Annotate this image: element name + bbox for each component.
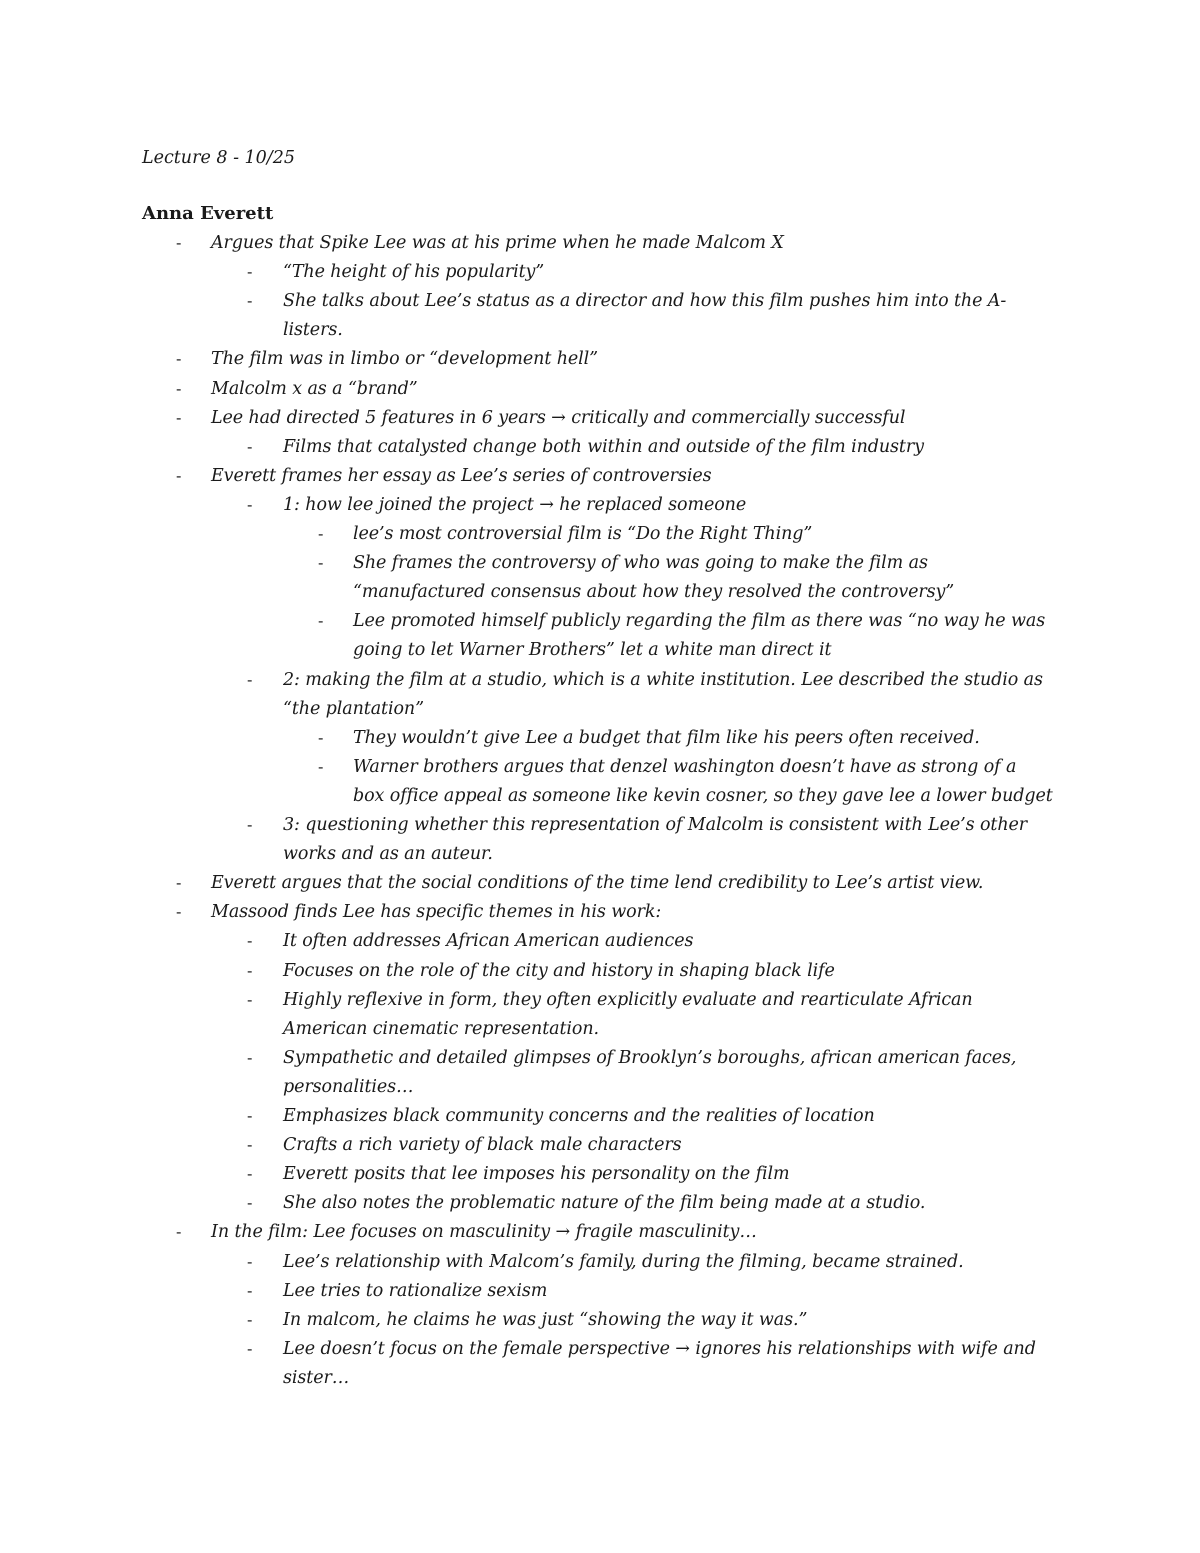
bullet-dash: - (176, 233, 182, 252)
bullet-dash: - (176, 378, 182, 398)
note-line: Argues that Spike Lee was at his prime when he made Malcom X (211, 233, 784, 253)
note-line: 3: questioning whether this representation of Malcolm is consistent with Lee’s other (283, 815, 1028, 835)
bullet-dash: - (176, 902, 182, 922)
bullet-dash: - (176, 349, 182, 369)
bullet-dash: - (247, 1047, 253, 1067)
note-line: Films that catalysted change both within and outside of the film industry (283, 436, 924, 457)
note-line: Crafts a rich variety of black male characters (283, 1135, 682, 1156)
note-line: Malcolm x as a “brand” (211, 378, 418, 399)
note-line: going to let Warner Brothers” let a white man direct it (353, 640, 832, 661)
note-line: Emphasizes black community concerns and the realities of location (283, 1106, 875, 1126)
bullet-dash: - (176, 1222, 182, 1242)
bullet-dash: - (247, 815, 253, 834)
section-heading: Anna Everett (142, 203, 274, 224)
bullet-dash: - (247, 262, 253, 282)
note-line: In the film: Lee focuses on masculinity → fragile masculinity… (211, 1222, 757, 1243)
note-line: Lee had directed 5 features in 6 years → critically and commercially successful (211, 407, 906, 428)
bullet-dash: - (247, 1309, 253, 1329)
bullet-dash: - (247, 494, 253, 514)
note-line: Warner brothers argues that denzel washington doesn’t have as strong of a (353, 756, 1017, 777)
note-line: In malcom, he claims he was just “showing the way it was.” (283, 1309, 808, 1330)
bullet-dash: - (318, 756, 324, 776)
note-line: Highly reflexive in form, they often explicitly evaluate and rearticulate African (283, 989, 973, 1010)
note-line: The film was in limbo or “development hell” (211, 349, 598, 370)
note-line: Sympathetic and detailed glimpses of Brooklyn’s boroughs, african american faces, (283, 1047, 1017, 1068)
bullet-dash: - (247, 1251, 253, 1271)
note-line: personalities… (283, 1076, 414, 1097)
note-line: She also notes the problematic nature of the film being made at a studio. (283, 1193, 926, 1214)
note-line: She frames the controversy of who was going to make the film as (353, 553, 928, 574)
note-line: sister… (283, 1367, 350, 1388)
note-line: listers. (283, 320, 343, 341)
note-line: Focuses on the role of the city and history in shaping black life (283, 960, 835, 981)
note-line: Lee tries to rationalize sexism (283, 1280, 548, 1301)
bullet-dash: - (176, 407, 182, 427)
bullet-dash: - (247, 1280, 253, 1300)
bullet-dash: - (247, 931, 253, 951)
note-line: lee’s most controversial film is “Do the Right Thing” (353, 524, 813, 544)
note-line: box office appeal as someone like kevin cosner, so they gave lee a lower budget (353, 785, 1053, 806)
bullet-dash: - (247, 1338, 253, 1358)
note-line: Massood finds Lee has specific themes in his work: (211, 902, 662, 923)
note-line: Lee’s relationship with Malcom’s family, during the filming, became strained. (283, 1251, 964, 1272)
note-line: “the plantation” (283, 698, 424, 719)
bullet-dash: - (247, 669, 253, 689)
note-line: 1: how lee joined the project → he replaced someone (283, 494, 747, 515)
bullet-dash: - (247, 1164, 253, 1184)
bullet-dash: - (318, 611, 324, 631)
note-line: Everett argues that the social conditions of the time lend credibility to Lee’s artist view. (211, 873, 984, 894)
note-line: Lee promoted himself publicly regarding the film as there was “no way he was (353, 611, 1046, 632)
note-line: Everett posits that lee imposes his personality on the film (283, 1164, 790, 1185)
note-line: American cinematic representation. (283, 1018, 599, 1039)
bullet-dash: - (247, 989, 253, 1009)
bullet-dash: - (247, 1135, 253, 1155)
note-line: Everett frames her essay as Lee’s series of controversies (211, 465, 712, 486)
note-line: works and as an auteur. (283, 844, 493, 865)
note-line: She talks about Lee’s status as a director and how this film pushes him into the A- (283, 291, 1007, 312)
bullet-dash: - (247, 1106, 253, 1125)
bullet-dash: - (318, 727, 324, 747)
bullet-dash: - (176, 873, 182, 893)
note-line: It often addresses African American audiences (283, 931, 694, 952)
note-line: 2: making the film at a studio, which is a white institution. Lee described the studio as (283, 669, 1043, 690)
bullet-dash: - (247, 291, 253, 311)
lecture-heading: Lecture 8 - 10/25 (142, 148, 295, 168)
bullet-dash: - (176, 465, 182, 485)
bullet-dash: - (247, 1193, 253, 1213)
note-line: They wouldn’t give Lee a budget that film like his peers often received. (353, 727, 980, 748)
bullet-dash: - (318, 524, 324, 543)
bullet-dash: - (318, 553, 324, 573)
bullet-dash: - (247, 436, 253, 456)
note-line: “manufactured consensus about how they resolved the controversy” (353, 582, 955, 603)
note-line: “The height of his popularity” (283, 262, 545, 283)
note-line: Lee doesn’t focus on the female perspective → ignores his relationships with wife and (283, 1338, 1036, 1359)
bullet-dash: - (247, 960, 253, 980)
